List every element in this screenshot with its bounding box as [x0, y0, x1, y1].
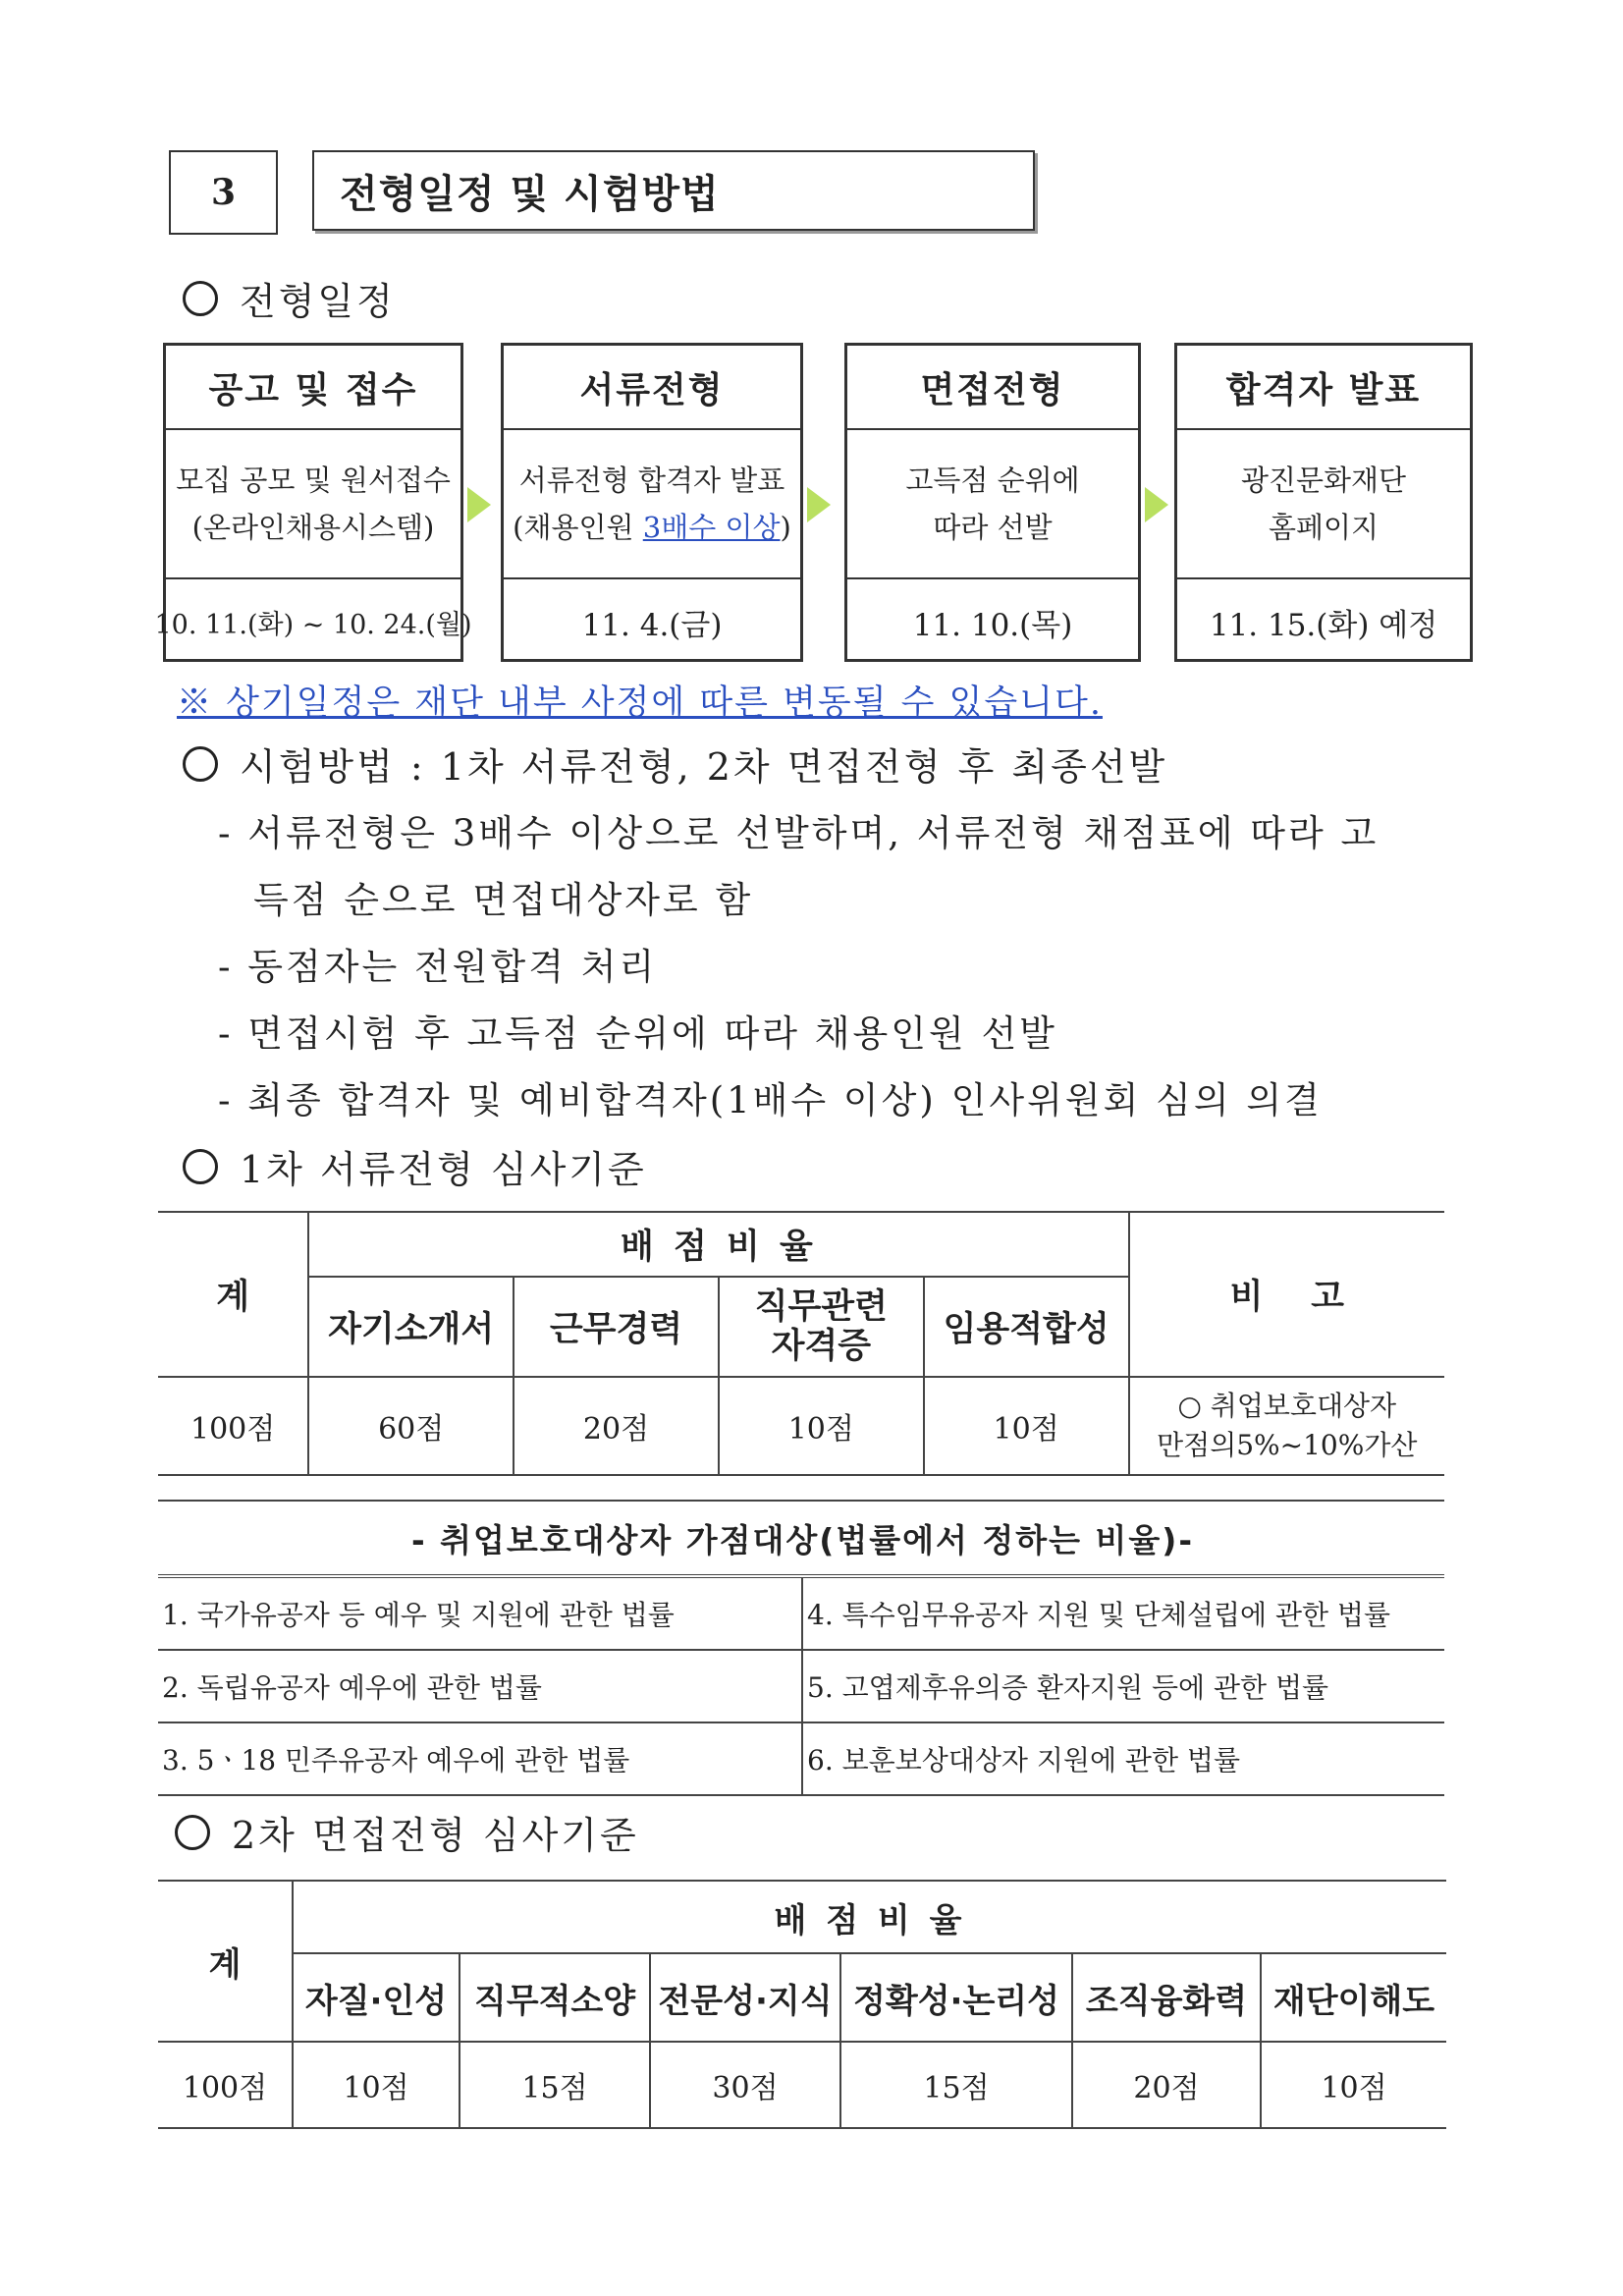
circle-bullet-icon	[183, 1149, 218, 1184]
score-value: 20점	[1072, 2042, 1261, 2128]
score-value: 10점	[719, 1377, 924, 1475]
step-desc-line2	[513, 504, 791, 551]
step-title: 서류전형	[504, 346, 800, 430]
method-heading	[183, 737, 1167, 791]
method-item: - 최종 합격자 및 예비합격자(1배수 이상) 인사위원회 심의 의결	[218, 1079, 1323, 1121]
step-desc-highlight: 3배수 이상	[642, 511, 781, 544]
method-item: - 면접시험 후 고득점 순위에 따라 채용인원 선발	[218, 1012, 1057, 1055]
remark-value	[1129, 1377, 1444, 1475]
schedule-heading	[183, 271, 396, 325]
method-item: - 동점자는 전원합격 처리	[218, 946, 658, 988]
column-header: 정확성·논리성	[840, 1953, 1072, 2042]
total-header: 계	[158, 1212, 308, 1377]
protection-table	[158, 1500, 1444, 1796]
interview-heading	[175, 1805, 639, 1859]
remark-line1: ○ 취업보호대상자	[1177, 1390, 1397, 1422]
score-value: 15점	[840, 2042, 1072, 2128]
step-desc-line2: 따라 선발	[933, 511, 1053, 544]
doc-review-heading-text: 1차 서류전형 심사기준	[240, 1148, 647, 1191]
step-desc-line2: 홈페이지	[1268, 511, 1380, 544]
law-item: 5. 고엽제후유의증 환자지원 등에 관한 법률	[802, 1650, 1444, 1722]
schedule-step-interview	[844, 343, 1141, 662]
step-desc-prefix: (채용인원	[513, 511, 643, 544]
total-value: 100점	[158, 1377, 308, 1475]
circle-bullet-icon	[183, 281, 218, 316]
step-desc-suffix: )	[780, 511, 791, 544]
schedule-heading-text: 전형일정	[240, 280, 396, 323]
schedule-notice: ※ 상기일정은 재단 내부 사정에 따른 변동될 수 있습니다.	[177, 683, 1103, 723]
schedule-step-announcement	[1174, 343, 1473, 662]
doc-review-table	[158, 1211, 1444, 1476]
total-value: 100점	[158, 2042, 293, 2128]
section-number: 3	[169, 150, 278, 235]
column-header: 임용적합성	[924, 1277, 1129, 1377]
schedule-step-application	[154, 343, 472, 662]
interview-table	[158, 1880, 1446, 2129]
step-date: 11. 10.(목)	[912, 607, 1073, 643]
step-desc-line1: 고득점 순위에	[905, 464, 1080, 497]
method-item: - 서류전형은 3배수 이상으로 선발하며, 서류전형 채점표에 따라 고	[218, 812, 1380, 854]
arrow-right-icon	[807, 487, 831, 522]
step-desc-line1: 광진문화재단	[1240, 464, 1407, 497]
column-header: 자기소개서	[308, 1277, 514, 1377]
step-title: 면접전형	[847, 346, 1138, 430]
column-header-line1: 직무관련	[754, 1287, 888, 1327]
score-value: 10점	[293, 2042, 460, 2128]
column-header: 전문성·지식	[650, 1953, 840, 2042]
step-desc-line1: 서류전형 합격자 발표	[518, 464, 785, 497]
score-value: 30점	[650, 2042, 840, 2128]
column-header	[719, 1277, 924, 1377]
method-item: 득점 순으로 면접대상자로 함	[253, 879, 754, 921]
step-desc-line1: 모집 공모 및 원서접수	[176, 464, 451, 497]
law-item: 1. 국가유공자 등 예우 및 지원에 관한 법률	[158, 1576, 802, 1650]
score-value: 20점	[514, 1377, 719, 1475]
step-desc-line2: (온라인채용시스템)	[191, 511, 435, 544]
arrow-right-icon	[1145, 487, 1168, 522]
step-description	[504, 430, 800, 579]
score-value: 60점	[308, 1377, 514, 1475]
law-item: 4. 특수임무유공자 지원 및 단체설립에 관한 법률	[802, 1576, 1444, 1650]
step-description	[166, 430, 460, 579]
column-header-line2: 자격증	[771, 1327, 872, 1366]
law-item: 6. 보훈보상대상자 지원에 관한 법률	[802, 1722, 1444, 1795]
law-item: 3. 5ㆍ18 민주유공자 예우에 관한 법률	[158, 1722, 802, 1795]
doc-review-heading	[183, 1139, 647, 1193]
ratio-header: 배 점 비 율	[308, 1212, 1128, 1277]
column-header: 재단이해도	[1261, 1953, 1446, 2042]
step-date: 11. 4.(금)	[581, 607, 723, 643]
step-title: 공고 및 접수	[166, 346, 460, 430]
method-heading-text: 시험방법 : 1차 서류전형, 2차 면접전형 후 최종선발	[240, 745, 1168, 789]
column-header: 조직융화력	[1072, 1953, 1261, 2042]
ratio-header: 배 점 비 율	[293, 1881, 1446, 1953]
score-value: 15점	[460, 2042, 650, 2128]
law-item: 2. 독립유공자 예우에 관한 법률	[158, 1650, 802, 1722]
schedule-step-document	[501, 343, 803, 662]
step-title: 합격자 발표	[1177, 346, 1470, 430]
step-date: 10. 11.(화) ~ 10. 24.(월)	[154, 609, 472, 640]
step-date: 11. 15.(화) 예정	[1209, 607, 1438, 643]
interview-heading-text: 2차 면접전형 심사기준	[232, 1814, 639, 1857]
remark-header: 비 고	[1129, 1212, 1444, 1377]
arrow-right-icon	[467, 487, 491, 522]
column-header: 근무경력	[514, 1277, 719, 1377]
total-header: 계	[158, 1881, 293, 2042]
step-description	[1177, 430, 1470, 579]
remark-line2: 만점의5%~10%가산	[1157, 1429, 1418, 1461]
column-header: 자질·인성	[293, 1953, 460, 2042]
section-title: 전형일정 및 시험방법	[312, 150, 1035, 231]
score-value: 10점	[1261, 2042, 1446, 2128]
score-value: 10점	[924, 1377, 1129, 1475]
circle-bullet-icon	[175, 1815, 210, 1850]
circle-bullet-icon	[183, 746, 218, 782]
step-description	[847, 430, 1138, 579]
column-header: 직무적소양	[460, 1953, 650, 2042]
protection-title: - 취업보호대상자 가점대상(법률에서 정하는 비율)-	[158, 1501, 1444, 1576]
